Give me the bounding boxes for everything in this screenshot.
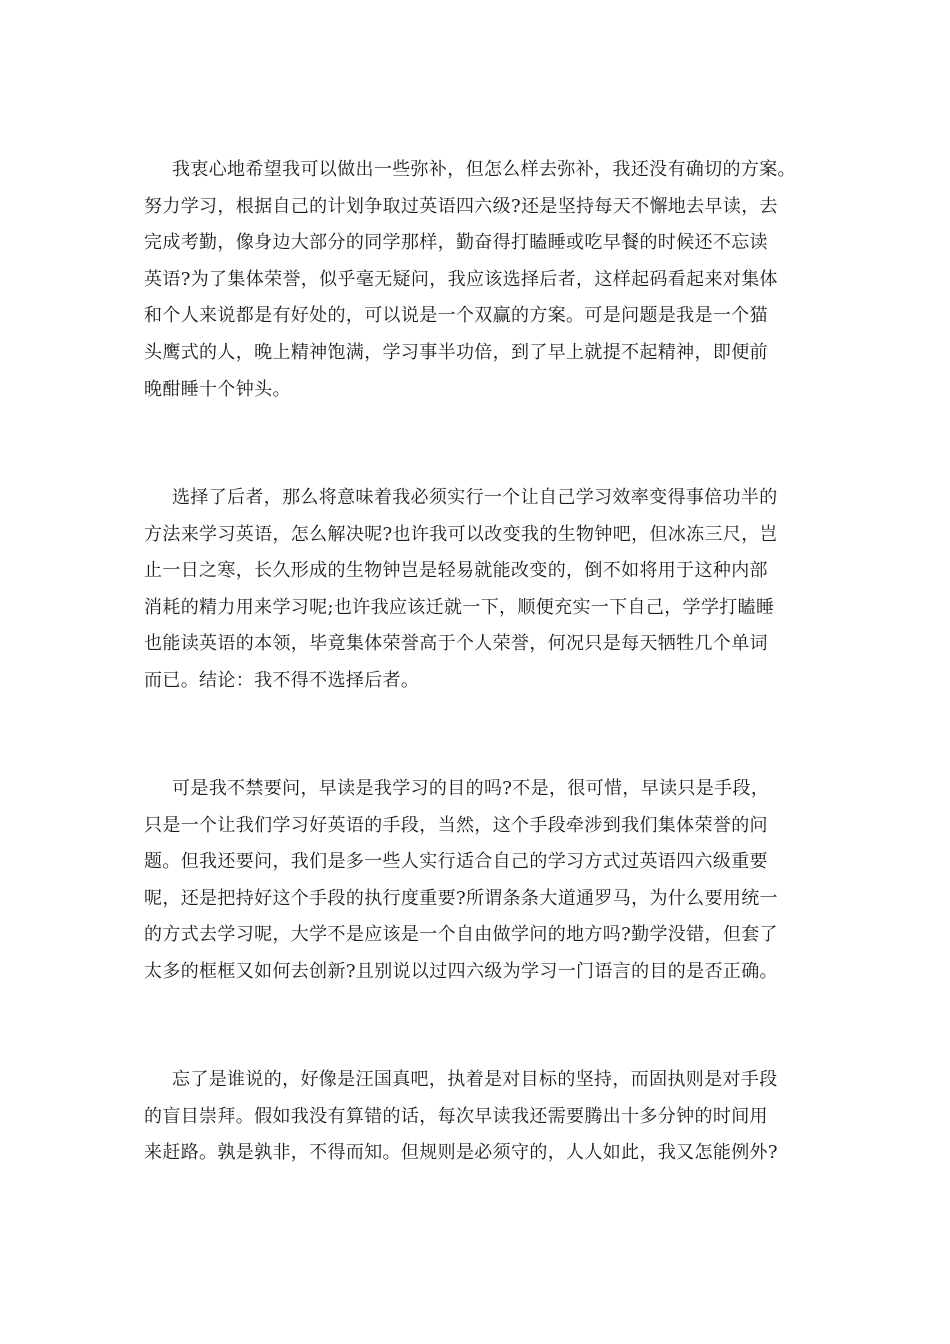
text-line: 消耗的精力用来学习呢;也许我应该迁就一下，顺便充实一下自己，学学打瞌睡 (144, 596, 775, 618)
text-line: 忘了是谁说的，好像是汪国真吧，执着是对目标的坚持，而固执则是对手段 (172, 1069, 778, 1090)
text-line: 的盲目崇拜。假如我没有算错的话，每次早读我还需要腾出十多分钟的时间用 (144, 1105, 768, 1127)
text-line: 英语?为了集体荣誉，似乎毫无疑问，我应该选择后者，这样起码看起来对集体 (144, 268, 778, 290)
text-line: 和个人来说都是有好处的，可以说是一个双赢的方案。可是问题是我是一个猫 (144, 305, 768, 327)
paragraph-4 (144, 1062, 824, 1172)
text-line: 止一日之寒，长久形成的生物钟岂是轻易就能改变的，倒不如将用于这种内部 (144, 560, 768, 582)
text-line: 而已。结论：我不得不选择后者。 (144, 669, 420, 691)
paragraph-3 (144, 771, 824, 991)
text-line: 方法来学习英语，怎么解决呢?也许我可以改变我的生物钟吧，但冰冻三尺，岂 (144, 523, 778, 545)
text-line: 头鹰式的人，晚上精神饱满，学习事半功倍，到了早上就提不起精神，即便前 (144, 341, 768, 363)
text-line: 只是一个让我们学习好英语的手段，当然，这个手段牵涉到我们集体荣誉的问 (144, 814, 768, 836)
paragraph-1 (144, 152, 824, 408)
paragraph-2 (144, 480, 824, 700)
text-line: 我衷心地希望我可以做出一些弥补，但怎么样去弥补，我还没有确切的方案。 (172, 159, 796, 180)
text-line: 来赶路。孰是孰非，不得而知。但规则是必须守的，人人如此，我又怎能例外? (144, 1142, 778, 1164)
text-line: 选择了后者，那么将意味着我必须实行一个让自己学习效率变得事倍功半的 (172, 487, 778, 508)
text-line: 努力学习，根据自己的计划争取过英语四六级?还是坚持每天不懈地去早读，去 (144, 195, 778, 217)
text-line: 太多的框框又如何去创新?且别说以过四六级为学习一门语言的目的是否正确。 (144, 960, 778, 982)
text-line: 呢，还是把持好这个手段的执行度重要?所谓条条大道通罗马，为什么要用统一 (144, 887, 778, 909)
text-line: 题。但我还要问，我们是多一些人实行适合自己的学习方式过英语四六级重要 (144, 851, 768, 873)
text-line: 可是我不禁要问，早读是我学习的目的吗?不是，很可惜，早读只是手段， (172, 778, 770, 799)
text-line: 晚酣睡十个钟头。 (144, 378, 291, 400)
text-line: 完成考勤，像身边大部分的同学那样，勤奋得打瞌睡或吃早餐的时候还不忘读 (144, 232, 768, 254)
text-line: 也能读英语的本领，毕竟集体荣誉高于个人荣誉，何况只是每天牺牲几个单词 (144, 633, 768, 655)
text-line: 的方式去学习呢，大学不是应该是一个自由做学问的地方吗?勤学没错，但套了 (144, 924, 778, 946)
